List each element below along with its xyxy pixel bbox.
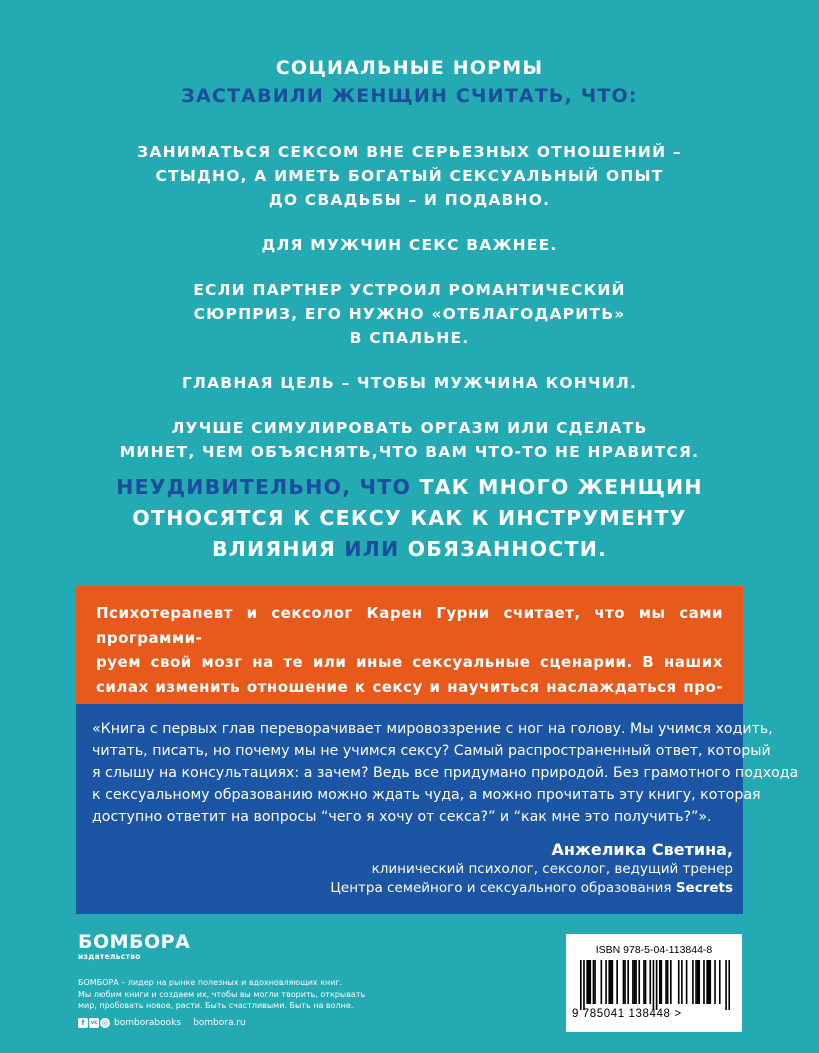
norm-item: [0, 371, 819, 395]
barcode-bar: [638, 960, 640, 1004]
norms-list: [0, 140, 819, 485]
barcode-bar: [605, 960, 607, 1004]
barcode-bar: [656, 960, 658, 1010]
norm-line: ГЛАВНАЯ ЦЕЛЬ – ЧТОБЫ МУЖЧИНА КОНЧИЛ.: [181, 374, 638, 392]
social-handle[interactable]: bomborabooks: [114, 1017, 182, 1028]
barcode-bar: [706, 960, 708, 1004]
barcode-bar: [719, 960, 721, 1004]
barcode-bar: [645, 960, 647, 1004]
vk-icon[interactable]: vk: [90, 1019, 98, 1026]
barcode-bar: [586, 960, 588, 1004]
publisher-line: БОМБОРА – лидер на рынке полезных и вдохновляющих книг.: [78, 978, 343, 987]
barcode-bar: [632, 960, 634, 1004]
norm-line: ДО СВАДЬБЫ – И ПОДАВНО.: [268, 191, 551, 209]
barcode-bar: [659, 960, 661, 1004]
norm-line: ЕСЛИ ПАРТНЕР УСТРОИЛ РОМАНТИЧЕСКИЙ: [193, 281, 626, 299]
norm-line: СТЫДНО, А ИМЕТЬ БОГАТЫЙ СЕКСУАЛЬНЫЙ ОПЫТ: [155, 167, 664, 185]
barcode-bar: [678, 960, 680, 1004]
norm-item: [0, 416, 819, 464]
quote-line: читать, писать, но почему мы не учимся сексу? Самый распространенный ответ, который: [92, 743, 771, 759]
conclusion: [0, 472, 819, 565]
barcode-bar: [583, 960, 585, 1010]
barcode-bar: [580, 960, 582, 1010]
conclusion-line-3: [0, 534, 819, 565]
barcode-bar: [714, 960, 716, 1004]
barcode-bar: [627, 960, 629, 1004]
barcode-bar: [709, 960, 711, 1004]
publisher-site-link[interactable]: bombora.ru: [193, 1017, 246, 1028]
barcode-bar: [728, 960, 730, 1010]
norm-line: ЗАНИМАТЬСЯ СЕКСОМ ВНЕ СЕРЬЕЗНЫХ ОТНОШЕНИЙ –: [137, 143, 682, 161]
quote-line: «Книга с первых глав переворачивает мировоззрение с ног на голову. Мы учимся ходить,: [92, 721, 773, 737]
author-org-text: Центра семейного и сексуального образования: [330, 880, 672, 896]
testimonial-quote: [92, 718, 799, 828]
publisher-logo-subtitle: издательство: [78, 952, 141, 961]
expert-note-line: Психотерапевт и сексолог Карен Гурни считает, что мы сами программи-: [96, 604, 723, 647]
author-name: Анжелика Светина,: [551, 840, 733, 859]
quote-line: я слышу на консультациях: а зачем? Ведь все придумано природой. Без грамотного подхода: [92, 765, 799, 781]
norm-line: ЛУЧШЕ СИМУЛИРОВАТЬ ОРГАЗМ ИЛИ СДЕЛАТЬ: [171, 419, 648, 437]
barcode-bar: [698, 960, 700, 1004]
barcode-bar: [588, 960, 590, 1004]
barcode-bar: [681, 960, 683, 1004]
barcode-bar: [661, 960, 663, 1004]
barcode-bar: [703, 960, 705, 1004]
norm-line: ДЛЯ МУЖЧИН СЕКС ВАЖНЕЕ.: [261, 236, 558, 254]
barcode-bar: [610, 960, 612, 1004]
expert-note-box: [76, 586, 743, 704]
barcode-bar: [692, 960, 694, 1004]
barcode-bar: [593, 960, 595, 1004]
barcode-bar: [612, 960, 614, 1004]
heading-line-1: СОЦИАЛЬНЫЕ НОРМЫ: [275, 57, 544, 79]
author-org: [330, 879, 733, 898]
norm-item: [0, 140, 819, 212]
testimonial-author: [330, 840, 733, 898]
barcode-bar: [634, 960, 636, 1004]
expert-note-line: руем свой мозг на те или иные сексуальные сценарии. В наших: [96, 653, 723, 671]
conclusion-word-b: ИЛИ: [344, 537, 400, 561]
barcode-bar: [667, 960, 669, 1004]
barcode-bar: [643, 960, 645, 1004]
publisher-line: Мы любим книги и создаем их, чтобы вы могли творить, открывать: [78, 989, 366, 999]
publisher-line: мир, пробовать новое, расти. Быть счастливыми. Быть на волне.: [78, 1001, 354, 1010]
author-org-brand: Secrets: [675, 880, 733, 896]
barcode-bar: [670, 960, 672, 1004]
barcode-bar: [725, 960, 727, 1010]
barcode-bar: [686, 960, 688, 1004]
barcode-bar: [708, 960, 710, 1004]
barcode-bar: [697, 960, 699, 1004]
conclusion-white-text: ТАК МНОГО ЖЕНЩИН: [419, 475, 703, 499]
norm-item: [0, 233, 819, 257]
barcode-bar: [653, 960, 655, 1010]
facebook-icon[interactable]: f: [78, 1018, 88, 1028]
conclusion-word-c: ОБЯЗАННОСТИ.: [407, 537, 608, 561]
barcode-bar: [608, 960, 610, 1004]
publisher-description: [78, 977, 408, 1012]
author-role: клинический психолог, сексолог, ведущий тренер: [371, 861, 733, 877]
barcode-bar: [635, 960, 637, 1004]
barcode-bars: [580, 960, 730, 1014]
barcode-block: [566, 934, 742, 1032]
norm-line: МИНЕТ, ЧЕМ ОБЪЯСНЯТЬ,ЧТО ВАМ ЧТО-ТО НЕ НРАВИТСЯ.: [119, 443, 700, 461]
barcode-bar: [616, 960, 618, 1004]
barcode-bar: [649, 960, 651, 1004]
barcode-bar: [624, 960, 626, 1004]
publisher-block: [78, 932, 408, 1028]
barcode-bar: [695, 960, 697, 1004]
expert-note-line: силах изменить отношение к сексу и научиться наслаждаться про-: [96, 677, 723, 696]
norm-line: СЮРПРИЗ, ЕГО НУЖНО «ОТБЛАГОДАРИТЬ»: [193, 305, 626, 323]
instagram-icon[interactable]: ◎: [101, 1018, 109, 1027]
barcode-bar: [594, 960, 596, 1004]
barcode-number: 9 785041 138448 >: [572, 1008, 682, 1020]
barcode-bar: [623, 960, 625, 1004]
barcode-bar: [665, 960, 667, 1004]
conclusion-line-1: [0, 472, 819, 503]
social-links: [78, 1018, 408, 1028]
norm-item: [0, 278, 819, 350]
norm-line: В СПАЛЬНЕ.: [349, 329, 470, 347]
barcode-bar: [589, 960, 591, 1004]
barcode-bar: [601, 960, 603, 1004]
heading-line-2: ЗАСТАВИЛИ ЖЕНЩИН СЧИТАТЬ, ЧТО:: [181, 85, 638, 107]
conclusion-navy-text: НЕУДИВИТЕЛЬНО, ЧТО: [116, 475, 412, 499]
testimonial-box: [76, 704, 799, 914]
isbn-label: ISBN 978-5-04-113844-8: [595, 944, 713, 956]
conclusion-line-2: ОТНОСЯТСЯ К СЕКСУ КАК К ИНСТРУМЕНТУ: [132, 506, 687, 530]
quote-line: доступно ответит на вопросы “чего я хочу от секса?” и “как мне это получить?”».: [92, 809, 712, 825]
quote-line: к сексуальному образованию можно ждать чуда, а можно прочитать эту книгу, которая: [92, 787, 761, 803]
conclusion-word-a: ВЛИЯНИЯ: [211, 537, 337, 561]
publisher-logo: БОМБОРА: [78, 931, 191, 953]
